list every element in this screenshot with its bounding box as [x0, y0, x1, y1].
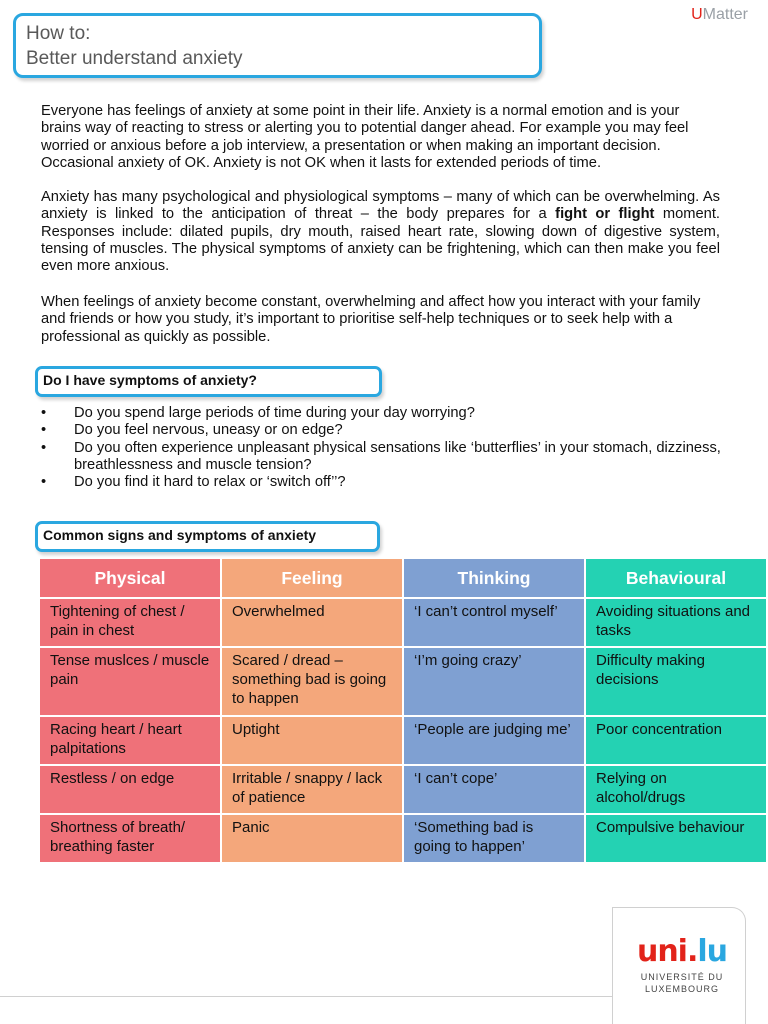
- table-cell: Restless / on edge: [40, 766, 220, 813]
- table-cell: Tense muslces / muscle pain: [40, 648, 220, 715]
- logo-mark-lu: lu: [697, 934, 728, 969]
- table-cell: Racing heart / heart palpitations: [40, 717, 220, 764]
- intro-paragraph: Everyone has feelings of anxiety at some point in their life. Anxiety is a normal emotion and is your brains way of reacting to stress or alerting you to potential danger ahead. For example you may feel worried or anxious before a job interview, a presentation or when making an important decision. Occasional anxiety of OK. Anxiety is not OK when it lasts for extended periods of time.: [41, 103, 689, 171]
- table-cell: Overwhelmed: [222, 599, 402, 646]
- column-header-behavioural: Behavioural: [586, 559, 766, 597]
- table-cell: ‘Something bad is going to happen’: [404, 815, 584, 862]
- brand-rest: Matter: [702, 6, 748, 23]
- logo-mark: [634, 936, 730, 968]
- table-cell: Avoiding situations and tasks: [586, 599, 766, 646]
- list-item: • Do you feel nervous, uneasy or on edge?: [41, 422, 731, 439]
- table-cell: Compulsive behaviour: [586, 815, 766, 862]
- logo-mark-uni: uni.: [636, 934, 698, 969]
- table-cell: Scared / dread – something bad is going to happen: [222, 648, 402, 715]
- logo-line-2: LUXEMBOURG: [644, 984, 719, 994]
- list-item: • Do you spend large periods of time during your day worrying?: [41, 405, 731, 422]
- table-cell: ‘People are judging me’: [404, 717, 584, 764]
- signs-table: [40, 559, 766, 854]
- table-cell: Poor concentration: [586, 717, 766, 764]
- table-cell: Irritable / snappy / lack of patience: [222, 766, 402, 813]
- table-cell: Relying on alcohol/drugs: [586, 766, 766, 813]
- symptom-questions-list: [41, 405, 731, 491]
- column-header-feeling: Feeling: [222, 559, 402, 597]
- column-header-physical: Physical: [40, 559, 220, 597]
- title-line-1: How to:: [26, 23, 91, 44]
- symptoms-paragraph: [41, 189, 720, 275]
- column-header-thinking: Thinking: [404, 559, 584, 597]
- table-cell: ‘I can’t cope’: [404, 766, 584, 813]
- university-logo: [634, 936, 730, 995]
- section-heading-signs: Common signs and symptoms of anxiety: [35, 521, 380, 552]
- help-paragraph: When feelings of anxiety become constant, overwhelming and affect how you interact with your family and friends or how you study, it’s important to prioritise self-help techniques or to seek help with a professional as quickly as possible.: [41, 294, 701, 345]
- table-cell: Tightening of chest / pain in chest: [40, 599, 220, 646]
- title-box: [13, 13, 542, 78]
- table-cell: ‘I can’t control myself’: [404, 599, 584, 646]
- logo-line-1: UNIVERSITÉ DU: [640, 972, 724, 982]
- section-heading-symptoms: Do I have symptoms of anxiety?: [35, 366, 382, 397]
- footer-divider: [0, 996, 612, 997]
- table-cell: Panic: [222, 815, 402, 862]
- brand-u: U: [691, 6, 703, 23]
- table-cell: ‘I’m going crazy’: [404, 648, 584, 715]
- list-item: • Do you often experience unpleasant physical sensations like ‘butterflies’ in your stomach, dizziness, breathlessness and muscle tension?: [41, 440, 731, 475]
- brand-umatter: [691, 6, 748, 24]
- table-cell: Uptight: [222, 717, 402, 764]
- table-cell: Difficulty making decisions: [586, 648, 766, 715]
- fight-or-flight-text: fight or flight: [555, 206, 655, 223]
- title-line-2: Better understand anxiety: [26, 48, 243, 69]
- list-item: • Do you find it hard to relax or ‘switch off’’?: [41, 474, 731, 491]
- symptoms-text-b: moment. Responses include: dilated pupils, dry mouth, raised heart rate, slowing down of digestive system, tensing of muscles. The physical symptoms of anxiety can be frightening, which can then make you feel even more anxious.: [41, 206, 721, 275]
- symptoms-text-a: Anxiety has many psychological and physiological symptoms – many of which can be overwhelming. As anxiety is linked to the anticipation of threat – the body prepares for a: [41, 189, 720, 223]
- table-cell: Shortness of breath/ breathing faster: [40, 815, 220, 862]
